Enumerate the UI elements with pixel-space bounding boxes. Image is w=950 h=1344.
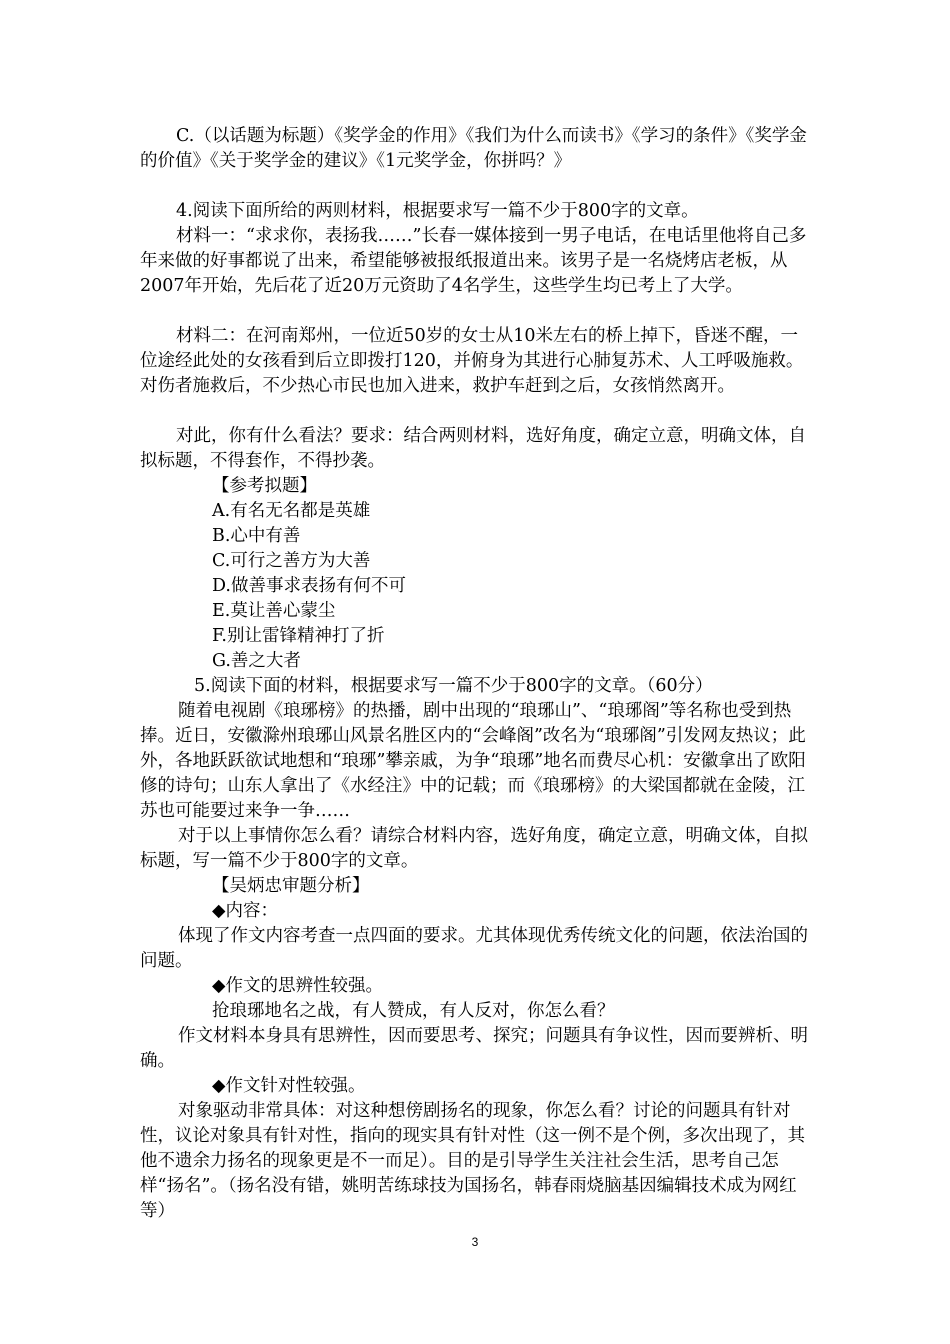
content-text: 体现了作文内容考查一点四面的要求。尤其体现优秀传统文化的问题，依法治国的问题。 [140,926,808,971]
question-5-title: 5.阅读下面的材料，根据要求写一篇不少于800字的文章。（60分） [194,676,713,696]
question-5-requirement: 对于以上事情你怎么看？请综合材料内容，选好角度，确定立意，明确文体，自拟标题，写一篇不少于800字的文章。 [140,826,808,871]
dialectic-text-1: 抢琅琊地名之战，有人赞成，有人反对，你怎么看？ [212,1001,615,1021]
reference-title-item: D.做善事求表扬有何不可 [212,576,406,596]
page-number: 3 [471,1235,479,1249]
question-4-requirement: 对此，你有什么看法？要求：结合两则材料，选好角度，确定立意，明确文体，自拟标题，不得套作，不得抄袭。 [140,426,806,471]
question-5-material: 随着电视剧《琅琊榜》的热播，剧中出现的“琅琊山”、“琅琊阁”等名称也受到热捧。近日，安徽滁州琅琊山风景名胜区内的“会峰阁”改名为“琅琊阁”引发网友热议；此外，各地跃跃欲试地想和“琅琊”攀亲戚，为争“琅琊”地名而费尽心机：安徽拿出了欧阳修的诗句；山东人拿出了《水经注》中的记载；而《琅琊榜》的大梁国都就在金陵，江苏也可能要过来争一争…… [140,701,806,821]
targeted-text: 对象驱动非常具体：对这种想傍剧扬名的现象，你怎么看？讨论的问题具有针对性，议论对象具有针对性，指向的现实具有针对性（这一例不是个例，多次出现了，其他不遗余力扬名的现象更是不一而足）。目的是引导学生关注社会生活，思考自己怎样“扬名”。（扬名没有错，姚明苦练球技为国扬名，韩春雨烧脑基因编辑技术成为网红等） [140,1101,805,1221]
reference-title-item: B.心中有善 [212,526,301,546]
question-4-material-1: 材料一：“求求你，表扬我……”长春一媒体接到一男子电话，在电话里他将自己多年来做的好事都说了出来，希望能够被报纸报道出来。该男子是一名烧烤店老板，从2007年开始，先后花了近20万元资助了4名学生，这些学生均已考上了大学。 [140,226,807,296]
analysis-heading: 【吴炳忠审题分析】 [212,876,370,896]
dialectic-heading: ◆作文的思辨性较强。 [212,976,383,996]
content-heading: ◆内容： [212,901,278,921]
question-4-title: 4.阅读下面所给的两则材料，根据要求写一篇不少于800字的文章。 [176,201,699,221]
dialectic-text-2: 作文材料本身具有思辨性，因而要思考、探究；问题具有争议性，因而要辨析、明确。 [140,1026,808,1071]
reference-title-item: G.善之大者 [212,651,301,671]
reference-title-item: A.有名无名都是英雄 [212,501,371,521]
option-c-titles: C.（以话题为标题）《奖学金的作用》《我们为什么而读书》《学习的条件》《奖学金的价值》《关于奖学金的建议》《1元奖学金，你拼吗？》 [140,126,807,171]
reference-titles-heading: 【参考拟题】 [212,476,317,496]
targeted-heading: ◆作文针对性较强。 [212,1076,366,1096]
reference-title-item: E.莫让善心蒙尘 [212,601,336,621]
reference-title-item: F.别让雷锋精神打了折 [212,626,385,646]
reference-title-item: C.可行之善方为大善 [212,551,371,571]
question-4-material-2: 材料二：在河南郑州，一位近50岁的女士从10米左右的桥上掉下，昏迷不醒，一位途经此处的女孩看到后立即拨打120，并俯身为其进行心肺复苏术、人工呼吸施救。对伤者施救后，不少热心市民也加入进来，救护车赶到之后，女孩悄然离开。 [140,326,804,396]
